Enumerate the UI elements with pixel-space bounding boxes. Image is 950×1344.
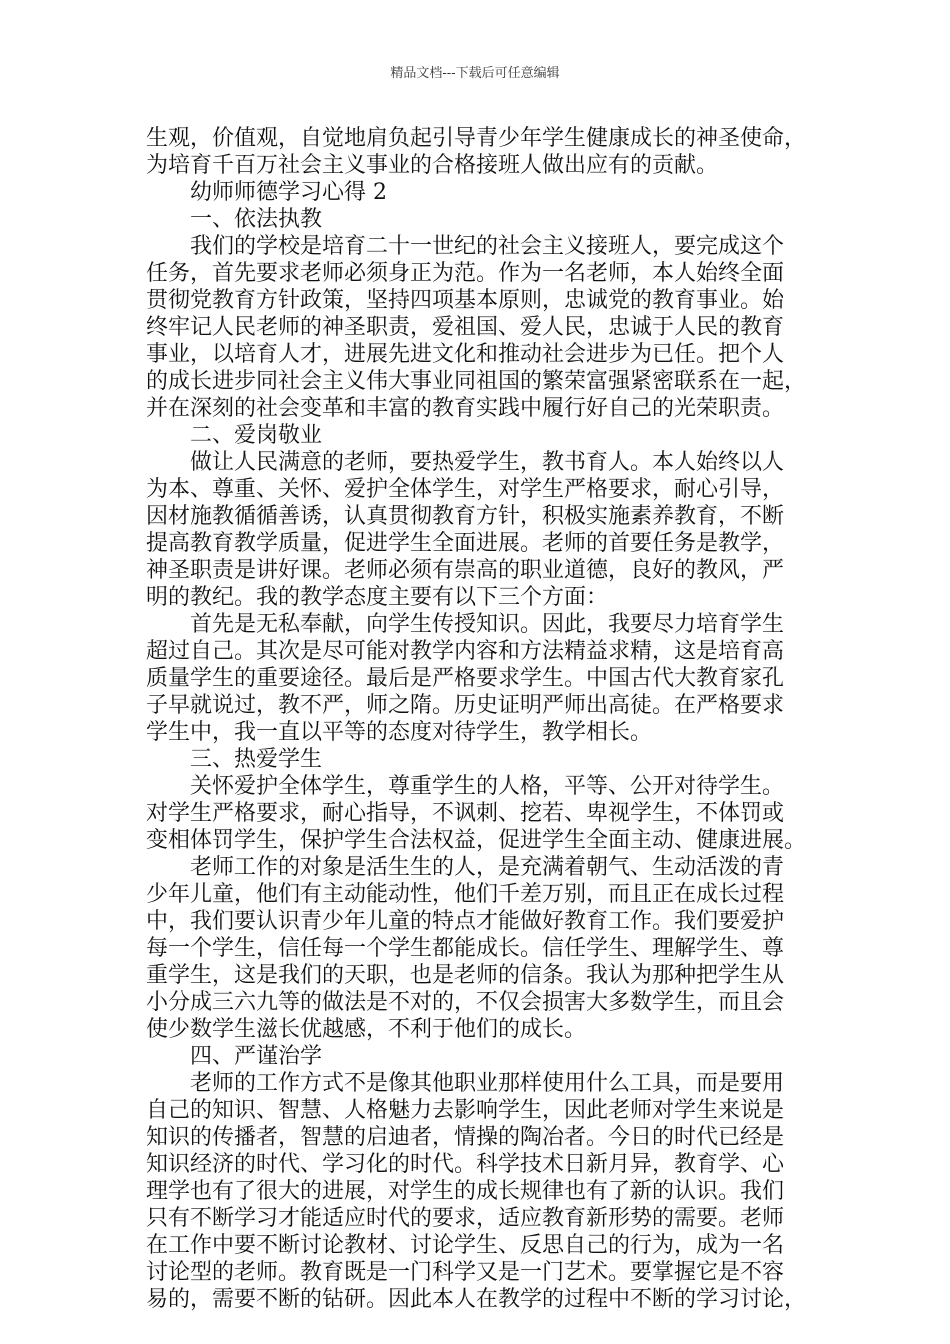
text-line: 终牢记人民老师的神圣职责，爱祖国、爱人民，忠诚于人民的教育	[146, 315, 785, 340]
text-line: 重学生，这是我们的天职，也是老师的信条。我认为那种把学生从	[146, 963, 785, 988]
text-line: 三、热爱学生	[190, 747, 323, 772]
text-line: 小分成三六九等的做法是不对的，不仅会损害大多数学生，而且会	[146, 990, 785, 1015]
text-line: 幼师师德学习心得 2	[190, 180, 387, 205]
text-line: 在工作中要不断讨论教材、讨论学生、反思自己的行为，成为一名	[146, 1233, 785, 1258]
text-line: 一、依法执教	[190, 207, 323, 232]
text-line: 关怀爱护全体学生，尊重学生的人格，平等、公开对待学生。	[190, 774, 785, 799]
text-line: 老师的工作方式不是像其他职业那样使用什么工具，而是要用	[190, 1071, 785, 1096]
text-line: 每一个学生，信任每一个学生都能成长。信任学生、理解学生、尊	[146, 936, 785, 961]
text-line: 明的教纪。我的教学态度主要有以下三个方面：	[146, 585, 609, 610]
text-line: 知识的传播者，智慧的启迪者，情操的陶冶者。今日的时代已经是	[146, 1125, 785, 1150]
text-line: 知识经济的时代、学习化的时代。科学技术日新月异，教育学、心	[146, 1152, 785, 1177]
text-line: 超过自己。其次是尽可能对教学内容和方法精益求精，这是培育高	[146, 639, 785, 664]
text-line: 事业，以培育人才，进展先进文化和推动社会进步为已任。把个人	[146, 342, 785, 367]
text-line: 中，我们要认识青少年儿童的特点才能做好教育工作。我们要爱护	[146, 909, 785, 934]
text-line: 首先是无私奉献，向学生传授知识。因此，我要尽力培育学生	[190, 612, 785, 637]
text-line: 做让人民满意的老师，要热爱学生，教书育人。本人始终以人	[190, 450, 785, 475]
text-line: 理学也有了很大的进展，对学生的成长规律也有了新的认识。我们	[146, 1179, 785, 1204]
text-line: 老师工作的对象是活生生的人，是充满着朝气、生动活泼的青	[190, 855, 785, 880]
text-line: 自己的知识、智慧、人格魅力去影响学生，因此老师对学生来说是	[146, 1098, 785, 1123]
text-line: 因材施教循循善诱，认真贯彻教育方针，积极实施素养教育，不断	[146, 504, 785, 529]
text-line: 只有不断学习才能适应时代的要求，适应教育新形势的需要。老师	[146, 1206, 785, 1231]
text-line: 质量学生的重要途径。最后是严格要求学生。中国古代大教育家孔	[146, 666, 785, 691]
text-line: 变相体罚学生，保护学生合法权益，促进学生全面主动、健康进展。	[146, 828, 807, 853]
text-line: 的成长进步同社会主义伟大事业同祖国的繁荣富强紧密联系在一起，	[146, 369, 807, 394]
text-line: 学生中，我一直以平等的态度对待学生，教学相长。	[146, 720, 653, 745]
text-line: 贯彻党教育方针政策，坚持四项基本原则，忠诚党的教育事业。始	[146, 288, 785, 313]
text-line: 我们的学校是培育二十一世纪的社会主义接班人，要完成这个	[190, 234, 785, 259]
text-line: 易的，需要不断的钻研。因此本人在教学的过程中不断的学习讨论，	[146, 1287, 807, 1312]
text-line: 使少数学生滋长优越感，不利于他们的成长。	[146, 1017, 587, 1042]
text-line: 为本、尊重、关怀、爱护全体学生，对学生严格要求，耐心引导，	[146, 477, 785, 502]
text-line: 生观，价值观，自觉地肩负起引导青少年学生健康成长的神圣使命，	[146, 126, 807, 151]
text-line: 对学生严格要求，耐心指导，不讽刺、挖若、卑视学生，不体罚或	[146, 801, 785, 826]
text-line: 四、严谨治学	[190, 1044, 323, 1069]
text-line: 并在深刻的社会变革和丰富的教育实践中履行好自己的光荣职责。	[146, 396, 785, 421]
text-line: 神圣职责是讲好课。老师必须有崇高的职业道德，良好的教风，严	[146, 558, 785, 583]
text-line: 二、爱岗敬业	[190, 423, 323, 448]
document-body	[146, 125, 818, 1313]
text-line: 子早就说过，教不严，师之隋。历史证明严师出高徒。在严格要求	[146, 693, 785, 718]
text-line: 为培育千百万社会主义事业的合格接班人做出应有的贡献。	[146, 153, 719, 178]
text-line: 少年儿童，他们有主动能动性，他们千差万别，而且正在成长过程	[146, 882, 785, 907]
text-line: 讨论型的老师。教育既是一门科学又是一门艺术。要掌握它是不容	[146, 1260, 785, 1285]
text-line: 提高教育教学质量，促进学生全面进展。老师的首要任务是教学，	[146, 531, 785, 556]
page-header: 精品文档---下载后可任意编辑	[390, 66, 560, 81]
text-line: 任务，首先要求老师必须身正为范。作为一名老师，本人始终全面	[146, 261, 785, 286]
